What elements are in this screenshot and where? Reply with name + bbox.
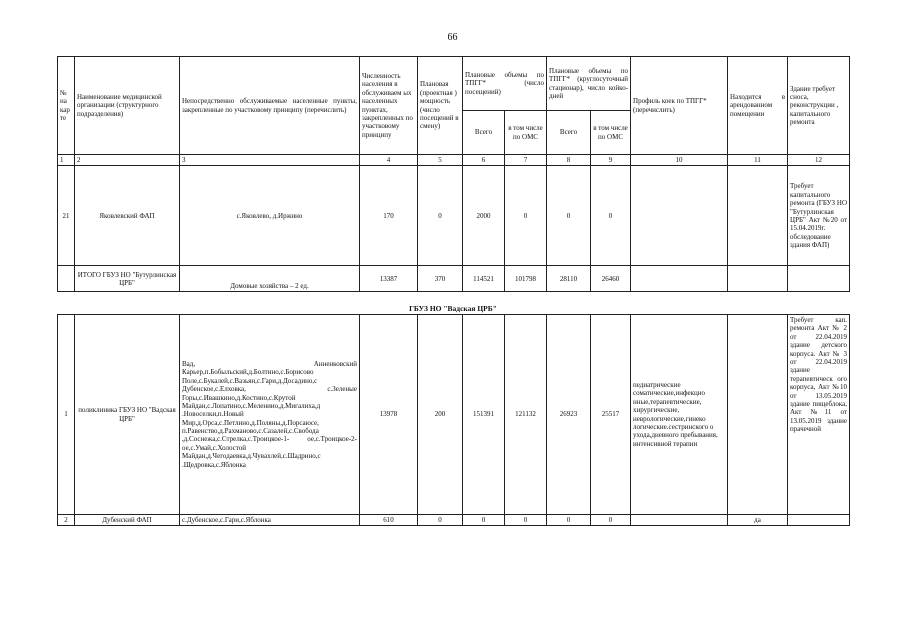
- col-number: 2: [75, 155, 180, 166]
- header-served: Непосредственно обслуживаемые населенные пункты, закрепленные по участковому принципу (перечислить): [180, 57, 360, 155]
- row-num: 2: [58, 515, 75, 526]
- table-row: [58, 515, 850, 526]
- header-num: № на кар те: [58, 57, 75, 155]
- total-beds-oms: 26460: [591, 266, 631, 292]
- col-number: 1: [58, 155, 75, 166]
- row-beds-oms: 25517: [591, 315, 631, 515]
- row-beds-total: 0: [547, 515, 591, 526]
- header-visits-oms: в том числе по ОМС: [505, 111, 547, 155]
- col-number: 9: [591, 155, 631, 166]
- row-rented: [728, 315, 788, 515]
- header-beds-oms: в том числе по ОМС: [591, 111, 631, 155]
- row-beds-oms: 0: [591, 515, 631, 526]
- table-row: [58, 315, 850, 515]
- header-org: Наименование медицинской организации (структурного подразделения): [75, 57, 180, 155]
- row-rented: [728, 166, 788, 266]
- header-profile: Профиль коек по ТПГГ* (перечислить): [631, 57, 728, 155]
- row-repair: Требует капитального ремонта (ГБУЗ НО "Бутурлинская ЦРБ" Акт №20 от 15.04.2019г. обследование здания ФАП): [788, 166, 850, 266]
- row-beds-total: 0: [547, 166, 591, 266]
- row-visits-total: 2000: [463, 166, 505, 266]
- row-visits-total: 151391: [463, 315, 505, 515]
- col-number: 4: [360, 155, 418, 166]
- total-beds-total: 28110: [547, 266, 591, 292]
- row-visits-oms: 121132: [505, 315, 547, 515]
- row-num: 1: [58, 315, 75, 515]
- header-capacity: Плановая (проектная ) мощность (число посещений в смену): [418, 57, 463, 155]
- row-visits-total: 0: [463, 515, 505, 526]
- header-visits-total: Всего: [463, 111, 505, 155]
- header-visits: Плановые объемы по ТПГГ* (число посещений): [463, 57, 547, 111]
- total-rented: [728, 266, 788, 292]
- row-population: 170: [360, 166, 418, 266]
- col-number: 12: [788, 155, 850, 166]
- row-profile: [631, 515, 728, 526]
- row-served: с.Яковлево, д.Иржино: [180, 166, 360, 266]
- row-population: 610: [360, 515, 418, 526]
- header-repair: Здание требует сноса, реконструкции , капитального ремонта: [788, 57, 850, 155]
- header-population: Численность населения в обслуживаем ых населенных пунктах, закрепленных по участковому принципу: [360, 57, 418, 155]
- total-served: Домовые хозяйства – 2 ед.: [180, 266, 360, 292]
- row-repair: Требует кап. ремонта Акт № 2 от 22.04.2019 здание детского корпуса. Акт № 3 от 22.04.2019 здание терапевтическ ого корпуса, Акт №10 от 13.05.2019 здание пищеблока, Акт №11 от 13.05.2019 здание прачечной: [788, 315, 850, 515]
- header-rented: Находится в арендованном помещении: [728, 57, 788, 155]
- header-beds: Плановые объемы по ТПГГ* (круглосуточный стационар), число койко-дней: [547, 57, 631, 111]
- col-number: 7: [505, 155, 547, 166]
- row-num: 21: [58, 166, 75, 266]
- table-row: [58, 166, 850, 266]
- total-capacity: 370: [418, 266, 463, 292]
- row-capacity: 200: [418, 315, 463, 515]
- col-number: 3: [180, 155, 360, 166]
- row-served: с.Дубенское,с.Гари,с.Яблонка: [180, 515, 360, 526]
- col-number: 11: [728, 155, 788, 166]
- col-number: 10: [631, 155, 728, 166]
- section-title: ГБУЗ НО "Вадская ЦРБ": [409, 304, 497, 313]
- page-number: 66: [447, 32, 458, 43]
- row-capacity: 0: [418, 515, 463, 526]
- col-number: 5: [418, 155, 463, 166]
- facilities-table-2: [57, 314, 850, 526]
- row-population: 13978: [360, 315, 418, 515]
- total-num: [58, 266, 75, 292]
- header-beds-total: Всего: [547, 111, 591, 155]
- row-profile: педиатрические соматические,инфекцио нные,терапевтические, хирургические, неврологические,гинеко логические.сестринского о ухода,дневного пребывания, интенсивной терапии: [631, 315, 728, 515]
- row-visits-oms: 0: [505, 515, 547, 526]
- col-number: 6: [463, 155, 505, 166]
- total-visits-oms: 101798: [505, 266, 547, 292]
- row-org: поликлиника ГБУЗ НО "Вадская ЦРБ": [75, 315, 180, 515]
- row-profile: [631, 166, 728, 266]
- row-served: Вад, Анненковский Карьер,п.Бобыльский,д.Болтино,с.Борисово Поле,с.Букалей,с.Вазьян,с.Гари,д.Досадино,с Дубенское,с.Елховка, с.Зеленые Горы,с.Ивашкино,д.Костино,с.Крутой Майдан,с.Лопатино,с.Мелениио,д.Мигалиха,д .Новоселки,п.Новый Мир,д.Орса,с.Петлино,д.Поляны,д.Порсаюсе, п.Равенство,д.Рахманово,с.Сазалей,с.Свобода ,д.Соснежа,с.Стрелка,с.Троицкое-1- ое,с.Троицкое-2-ое,с.Умай,с.Холостой Майдан,д.Чегодаевка,д.Чувахлей,с.Шадрино,с .Щедровка,с.Яблонка: [180, 315, 360, 515]
- row-beds-oms: 0: [591, 166, 631, 266]
- row-repair: [788, 515, 850, 526]
- total-row: [58, 266, 850, 292]
- total-profile: [631, 266, 728, 292]
- facilities-table-1: [57, 56, 850, 292]
- row-rented: да: [728, 515, 788, 526]
- total-repair: [788, 266, 850, 292]
- col-number: 8: [547, 155, 591, 166]
- row-visits-oms: 0: [505, 166, 547, 266]
- header-row: [58, 57, 850, 111]
- row-capacity: 0: [418, 166, 463, 266]
- total-org: ИТОГО ГБУЗ НО "Бутурлинская ЦРБ": [75, 266, 180, 292]
- row-org: Яковлевский ФАП: [75, 166, 180, 266]
- row-org: Дубенский ФАП: [75, 515, 180, 526]
- row-beds-total: 26923: [547, 315, 591, 515]
- total-population: 13387: [360, 266, 418, 292]
- column-number-row: [58, 155, 850, 166]
- total-visits-total: 114521: [463, 266, 505, 292]
